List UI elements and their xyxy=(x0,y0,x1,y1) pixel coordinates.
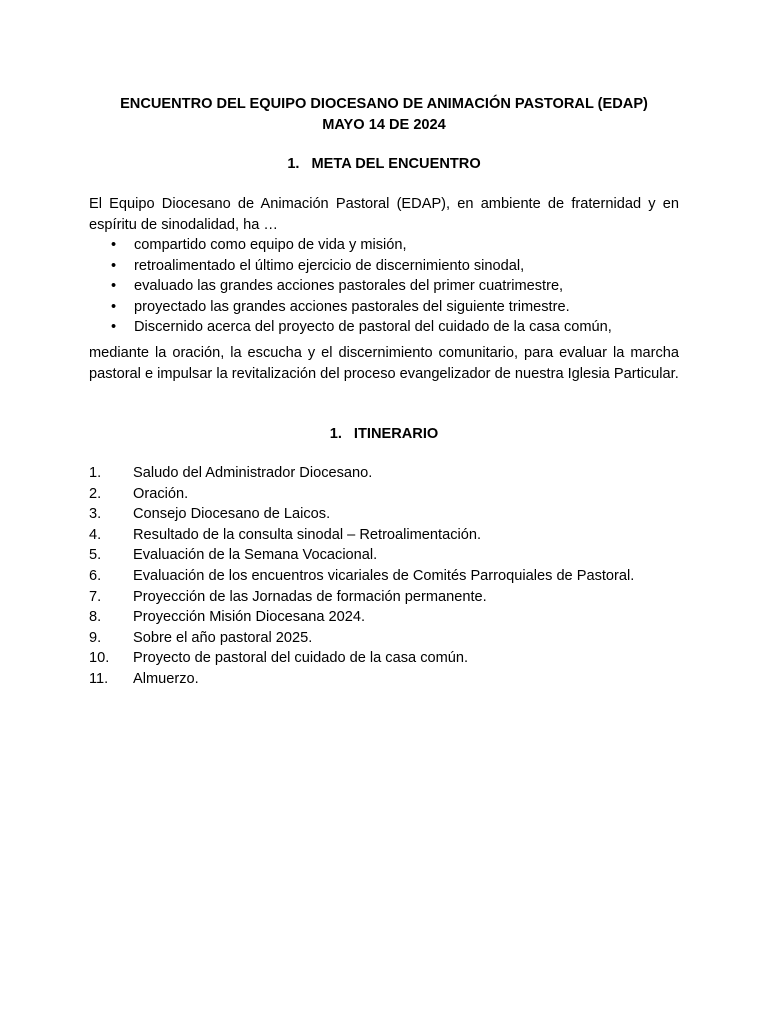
list-item: 6. Evaluación de los encuentros vicariales de Comités Parroquiales de Pastoral. xyxy=(89,567,635,584)
list-item: • evaluado las grandes acciones pastorales del primer cuatrimestre, xyxy=(89,276,708,297)
list-item: • proyectado las grandes acciones pastorales del siguiente trimestre. xyxy=(89,297,708,318)
bullet-icon: • xyxy=(111,319,117,336)
list-item: 1. Saludo del Administrador Diocesano. xyxy=(89,465,373,481)
list-item: 4. Resultado de la consulta sinodal – Retroalimentación. xyxy=(89,526,482,543)
list-item: 8. Proyección Misión Diocesana 2024. xyxy=(89,609,366,626)
list-item: 9. Sobre el año pastoral 2025. xyxy=(89,629,313,646)
document-date: MAYO 14 DE 2024 xyxy=(322,116,446,133)
section-title: META DEL ENCUENTRO xyxy=(311,156,481,172)
section-heading-itinerario xyxy=(0,424,768,445)
list-item: 7. Proyección de las Jornadas de formación permanente. xyxy=(89,588,487,605)
intro-paragraph: El Equipo Diocesano de Animación Pastoral (EDAP), en ambiente de fraternidad y en espíritu de sinodalidad, ha … xyxy=(89,196,679,233)
bullet-icon: • xyxy=(111,298,117,315)
list-item: 3. Consejo Diocesano de Laicos. xyxy=(89,506,331,523)
list-item: • compartido como equipo de vida y misión, xyxy=(89,235,708,256)
bullet-icon: • xyxy=(111,257,117,274)
section-number: 1. xyxy=(287,156,300,172)
list-item: 10. Proyecto de pastoral del cuidado de la casa común. xyxy=(89,650,469,667)
list-item: 5. Evaluación de la Semana Vocacional. xyxy=(89,547,378,564)
itinerary-list xyxy=(89,463,728,690)
bullet-icon: • xyxy=(111,278,117,295)
document-title: ENCUENTRO DEL EQUIPO DIOCESANO DE ANIMACIÓN PASTORAL (EDAP) xyxy=(120,96,648,112)
section-number: 1. xyxy=(329,426,342,442)
goals-list xyxy=(89,235,708,338)
list-item: 2. Oración. xyxy=(89,485,189,502)
list-item: • retroalimentado el último ejercicio de discernimiento sinodal, xyxy=(89,256,708,277)
section-heading-meta xyxy=(0,154,768,175)
list-item: • Discernido acerca del proyecto de pastoral del cuidado de la casa común, xyxy=(89,317,708,338)
section-title: ITINERARIO xyxy=(353,426,439,442)
closing-paragraph: mediante la oración, la escucha y el discernimiento comunitario, para evaluar la marcha pastoral e impulsar la revitalización del proceso evangelizador de nuestra Iglesia Particular. xyxy=(89,345,679,382)
list-item: 11. Almuerzo. xyxy=(89,670,199,687)
document-header xyxy=(0,94,768,135)
bullet-icon: • xyxy=(111,237,117,253)
